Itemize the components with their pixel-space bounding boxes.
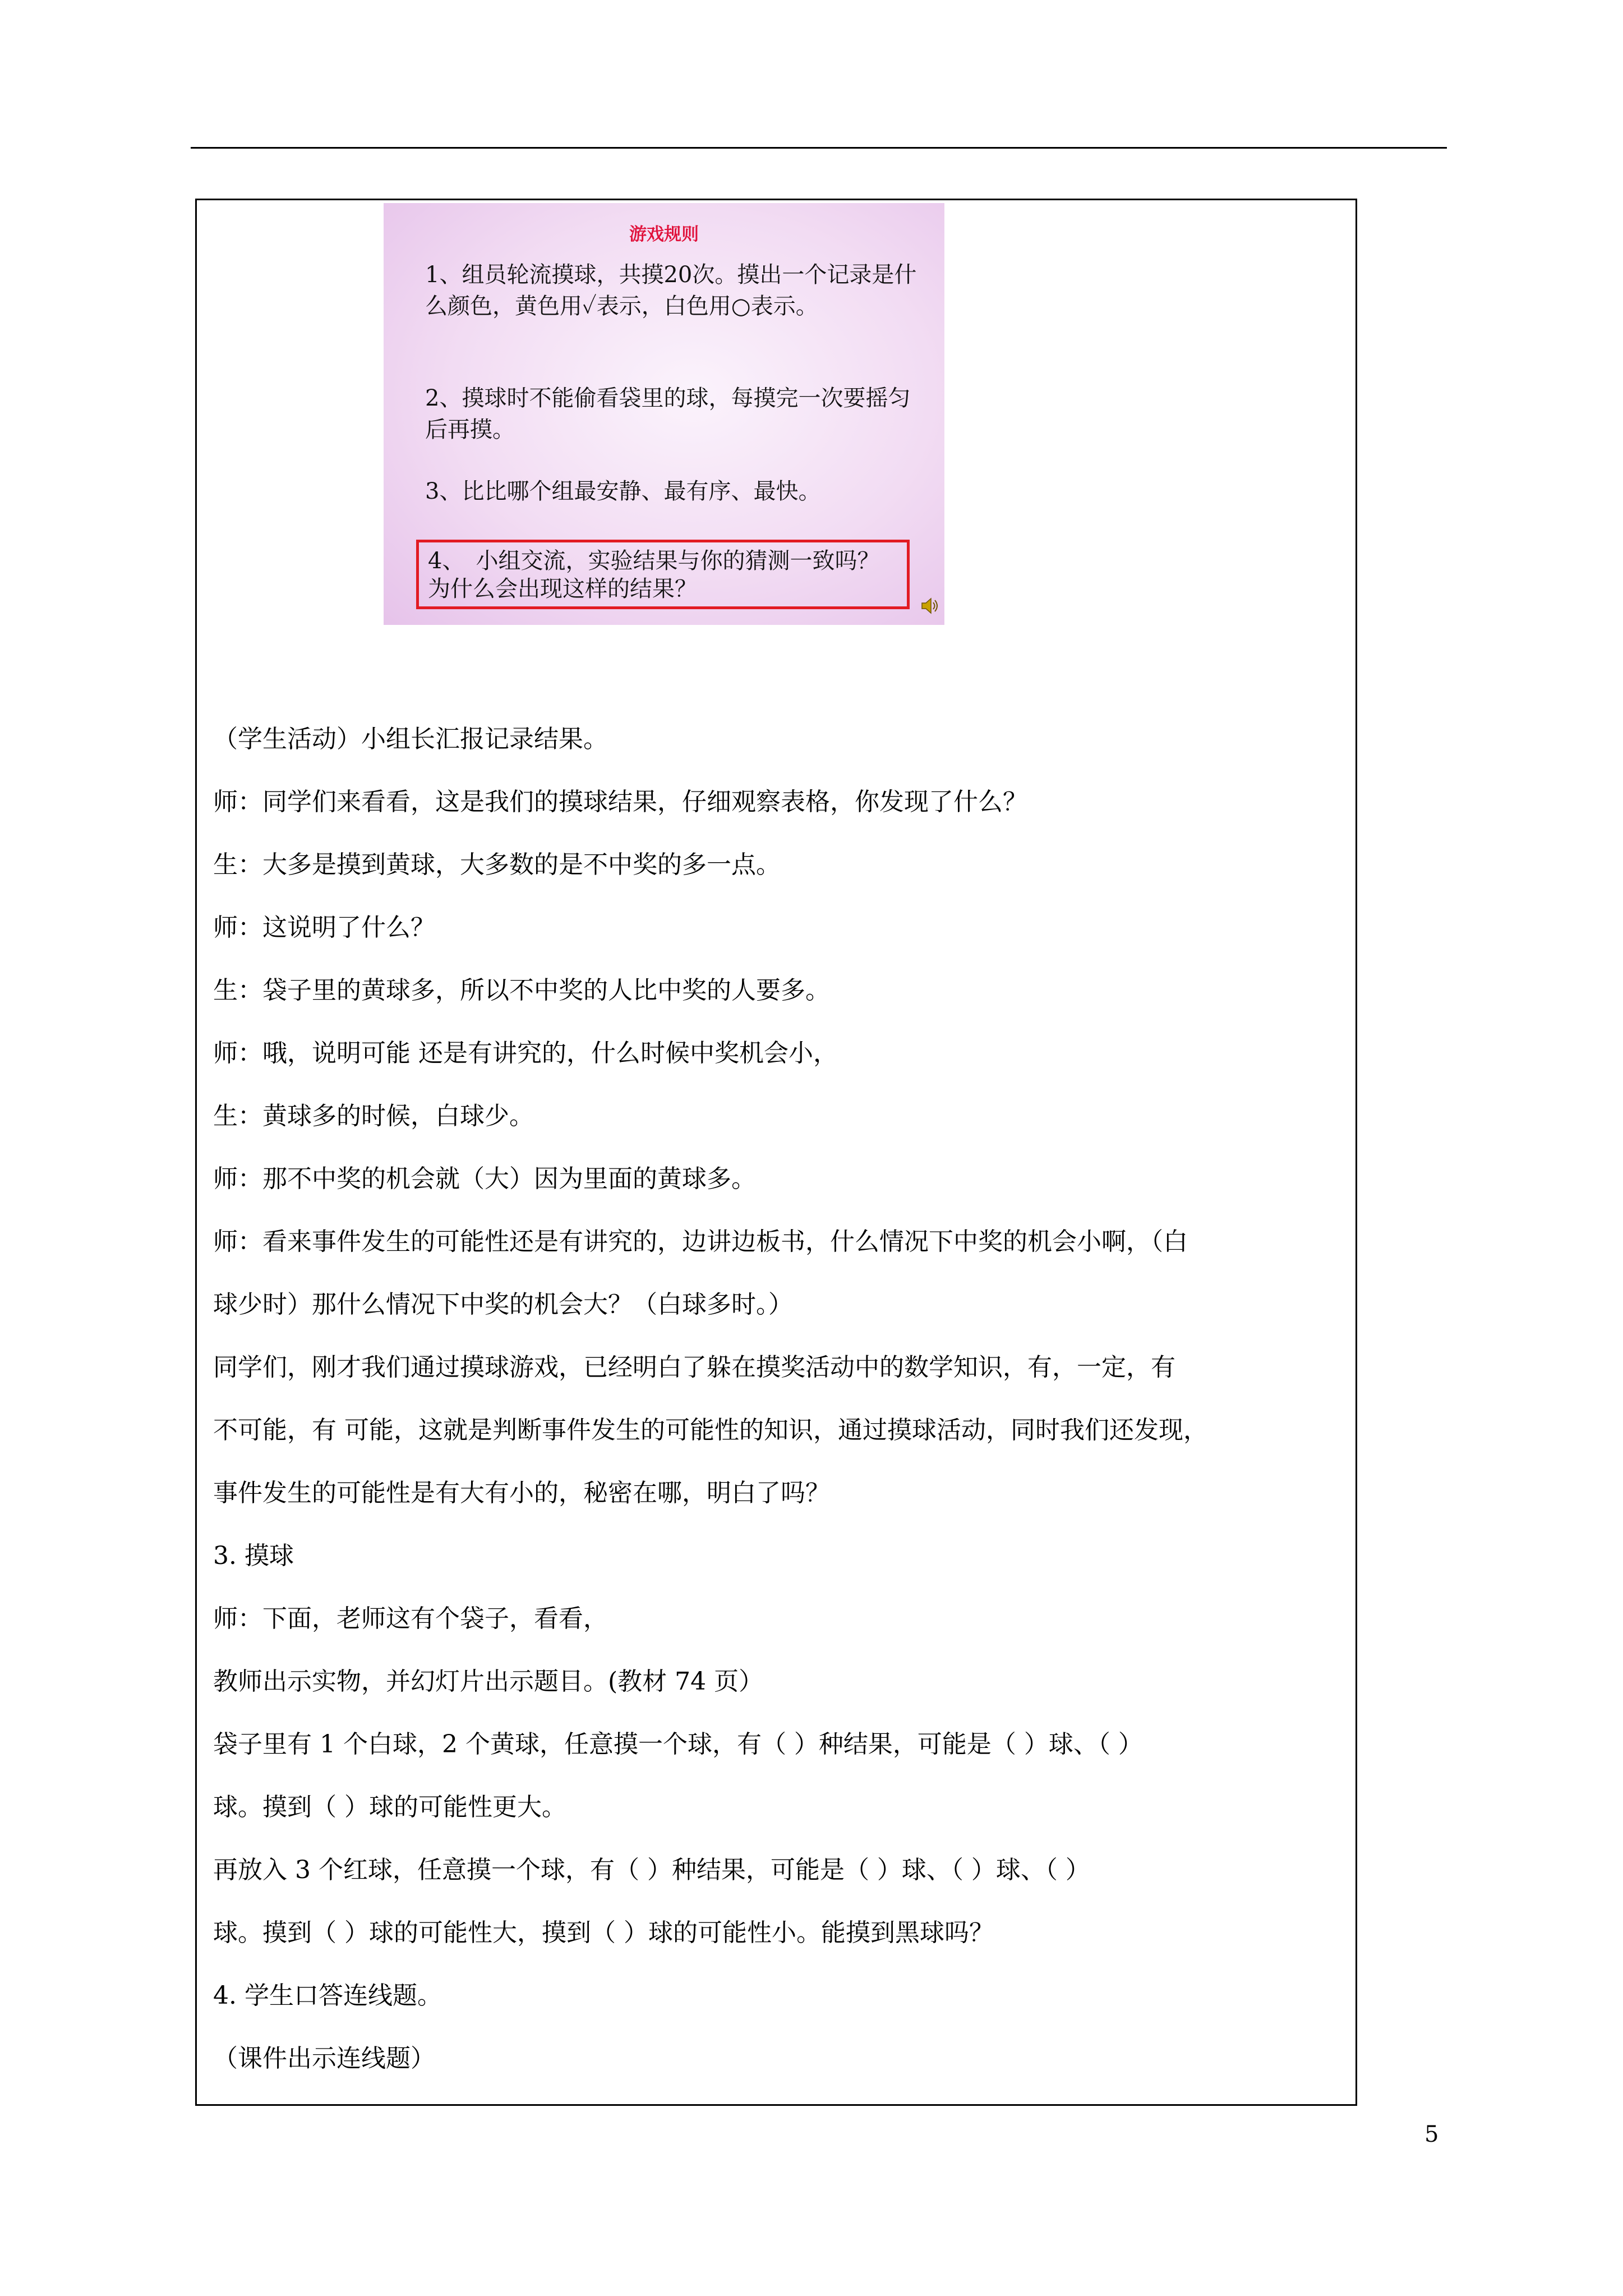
slide-rule-2: 2、摸球时不能偷看袋里的球，每摸完一次要摇匀后再摸。	[425, 385, 911, 443]
paragraph: 同学们，刚才我们通过摸球游戏，已经明白了躲在摸奖活动中的数学知识，有，一定，有	[213, 1353, 1175, 1382]
slide-rule-3: 3、比比哪个组最安静、最有序、最快。	[425, 478, 821, 504]
section-heading: 3. 摸球	[213, 1542, 294, 1570]
exercise-line: 袋子里有 1 个白球，2 个黄球，任意摸一个球，有（ ）种结果，可能是（ ）球、（ ）	[213, 1730, 1143, 1759]
paragraph: 生：大多是摸到黄球，大多数的是不中奖的多一点。	[213, 850, 781, 879]
paragraph: 事件发生的可能性是有大有小的，秘密在哪，明白了吗？	[213, 1479, 830, 1507]
lesson-text	[213, 708, 1346, 2090]
section-heading: 4. 学生口答连线题。	[213, 1981, 442, 2010]
paragraph: 生：黄球多的时候，白球少。	[213, 1102, 534, 1130]
paragraph: 生：袋子里的黄球多，所以不中奖的人比中奖的人要多。	[213, 976, 830, 1005]
paragraph: （学生活动）小组长汇报记录结果。	[213, 725, 608, 753]
paragraph: 师：同学们来看看，这是我们的摸球结果，仔细观察表格，你发现了什么？	[213, 788, 1027, 816]
paragraph: 师：下面，老师这有个袋子，看看，	[213, 1604, 608, 1633]
paragraph: 不可能，有 可能，这就是判断事件发生的可能性的知识，通过摸球活动，同时我们还发现，	[213, 1416, 1208, 1444]
slide-rule-1: 1、组员轮流摸球，共摸20次。摸出一个记录是什么颜色，黄色用✓表示，白色用○表示。	[425, 262, 917, 319]
paragraph: 教师出示实物，并幻灯片出示题目。(教材 74 页）	[213, 1667, 764, 1696]
header-rule	[191, 147, 1447, 149]
paragraph: 师：这说明了什么？	[213, 913, 435, 942]
exercise-line: 球。摸到（ ）球的可能性更大。	[213, 1793, 566, 1821]
slide-rule-4-highlighted: 4、 小组交流，实验结果与你的猜测一致吗？为什么会出现这样的结果？	[416, 540, 910, 609]
exercise-line: 球。摸到（ ）球的可能性大，摸到（ ）球的可能性小。能摸到黑球吗？	[213, 1918, 994, 1947]
slide-image	[384, 203, 944, 625]
exercise-line: 再放入 3 个红球，任意摸一个球，有（ ）种结果，可能是（ ）球、（ ）球、（ ）	[213, 1856, 1090, 1884]
speaker-icon	[920, 596, 940, 616]
page-number: 5	[1424, 2122, 1439, 2147]
slide-title: 游戏规则	[629, 224, 699, 245]
paragraph: 球少时）那什么情况下中奖的机会大？（白球多时。）	[213, 1290, 793, 1319]
paragraph: 师：看来事件发生的可能性还是有讲究的，边讲边板书，什么情况下中奖的机会小啊，（白	[213, 1227, 1188, 1256]
paragraph: 师：哦，说明可能 还是有讲究的，什么时候中奖机会小，	[213, 1039, 838, 1068]
paragraph: （课件出示连线题）	[213, 2044, 435, 2073]
paragraph: 师：那不中奖的机会就（大）因为里面的黄球多。	[213, 1165, 756, 1193]
